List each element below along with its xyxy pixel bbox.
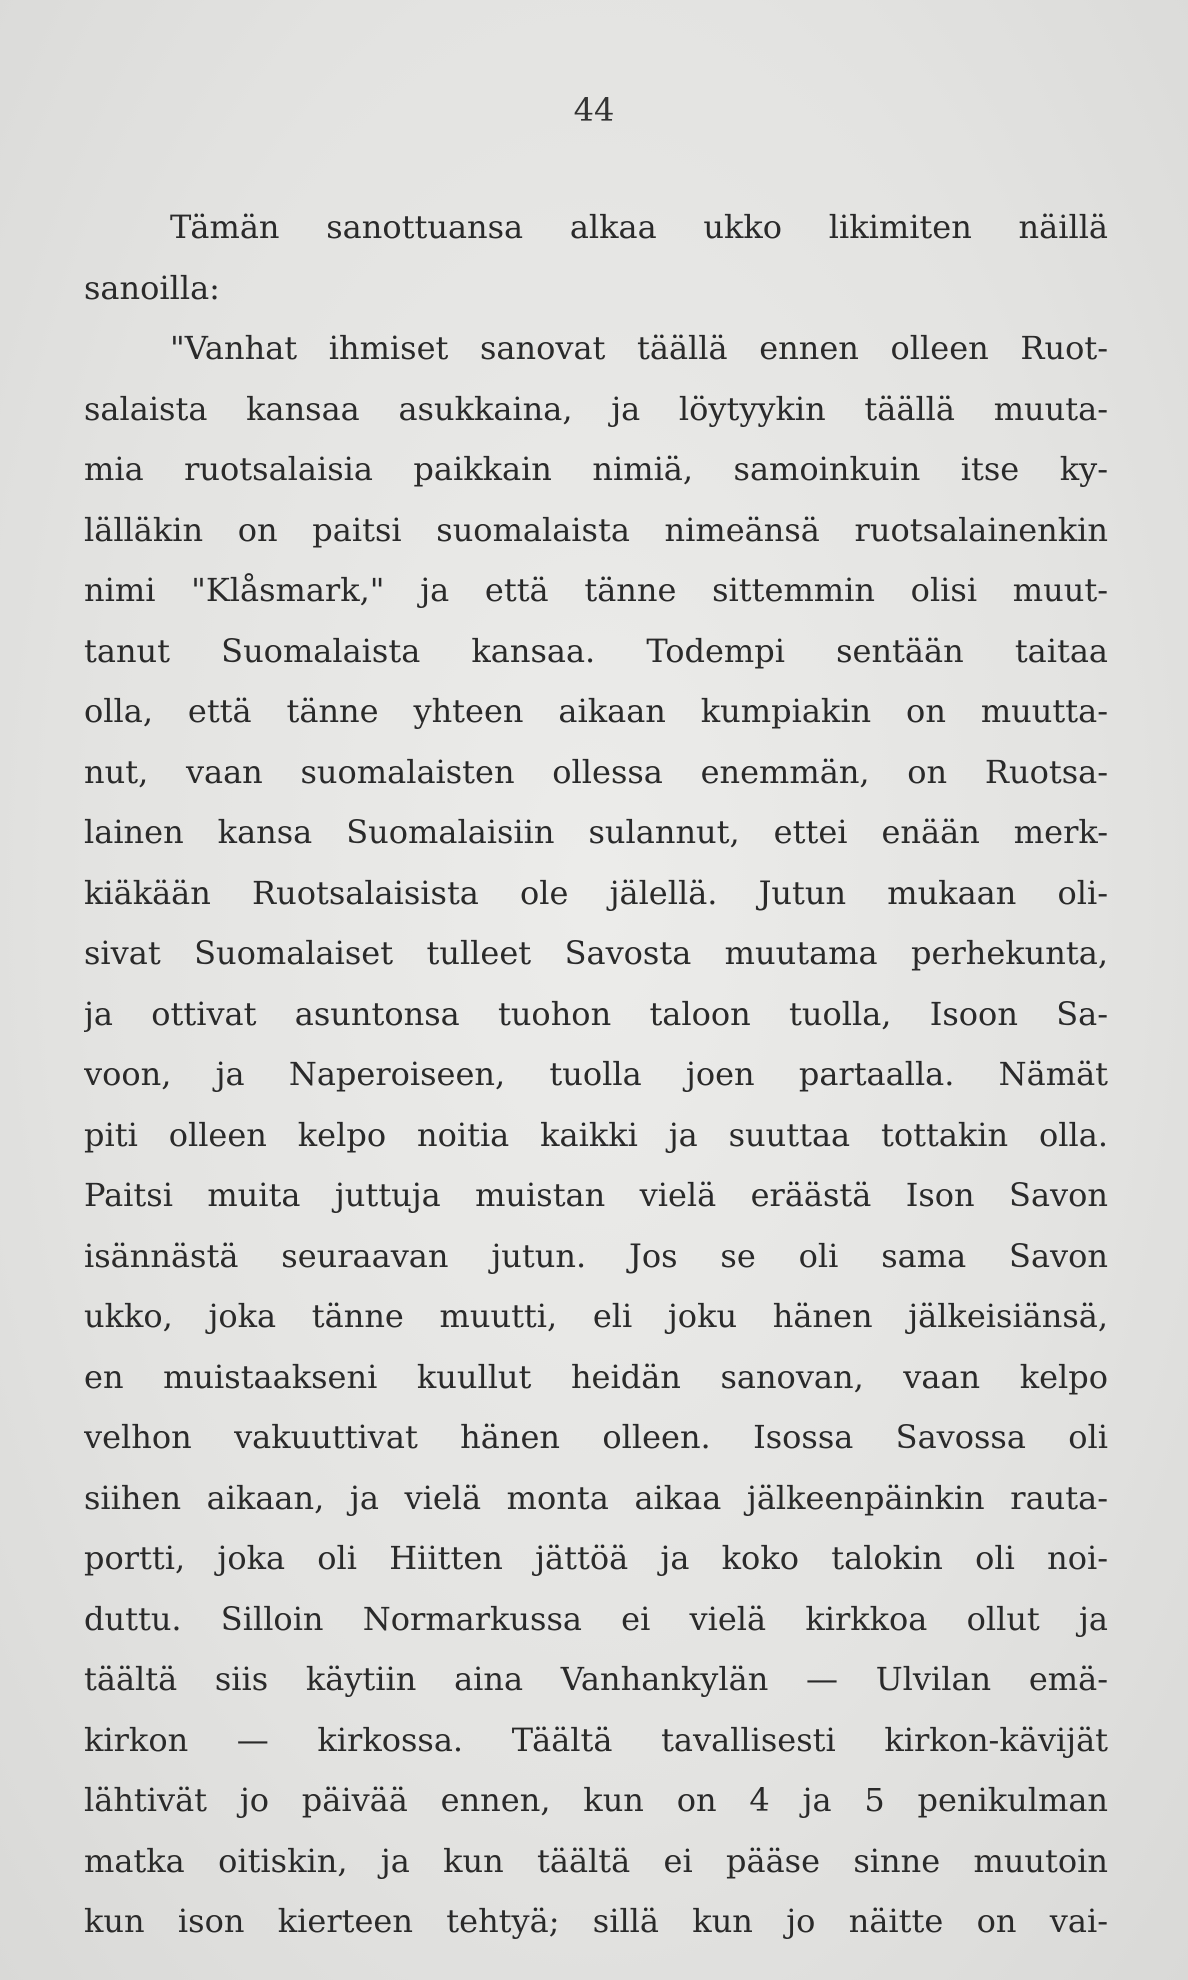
text-line: velhon vakuuttivat hänen olleen. Isossa Savossa oli [84, 1418, 1108, 1456]
text-line: duttu. Silloin Normarkussa ei vielä kirkkoa ollut ja [84, 1599, 1108, 1638]
text-line: "Vanhat ihmiset sanovat täällä ennen olleen Ruot- [170, 329, 1108, 367]
text-line: nut, vaan suomalaisten ollessa enemmän, on Ruotsa- [84, 752, 1108, 791]
text-line: salaista kansaa asukkaina, ja löytyykin täällä muuta- [84, 389, 1108, 428]
text-line: kun ison kierteen tehtyä; sillä kun jo näitte on vai- [84, 1902, 1108, 1940]
text-line: lähtivät jo päivää ennen, kun on 4 ja 5 penikulman [84, 1781, 1108, 1819]
text-line: isännästä seuraavan jutun. Jos se oli sama Savon [84, 1236, 1108, 1275]
text-line: täältä siis käytiin aina Vanhankylän — Ulvilan emä- [84, 1660, 1108, 1698]
text-line: ja ottivat asuntonsa tuohon taloon tuolla, Isoon Sa- [84, 994, 1108, 1033]
body-text [84, 197, 1108, 1952]
text-line: tanut Suomalaista kansaa. Todempi sentään taitaa [84, 631, 1108, 670]
text-line: kiäkään Ruotsalaisista ole jälellä. Jutun mukaan oli- [84, 873, 1108, 912]
text-line: nimi "Klåsmark," ja että tänne sittemmin olisi muut- [84, 571, 1108, 609]
text-line: sanoilla: [84, 268, 220, 307]
text-line: sivat Suomalaiset tulleet Savosta muutama perhekunta, [84, 934, 1108, 972]
text-line: lainen kansa Suomalaisiin sulannut, ettei enään merk- [84, 813, 1108, 851]
text-line: Paitsi muita juttuja muistan vielä eräästä Ison Savon [84, 1176, 1108, 1214]
text-line: piti olleen kelpo noitia kaikki ja suuttaa tottakin olla. [84, 1115, 1108, 1154]
page-number: 44 [573, 91, 615, 129]
text-line: Tämän sanottuansa alkaa ukko likimiten näillä [170, 208, 1108, 246]
text-line: portti, joka oli Hiitten jättöä ja koko talokin oli noi- [84, 1539, 1108, 1577]
text-line: lälläkin on paitsi suomalaista nimeänsä ruotsalainenkin [84, 510, 1108, 549]
text-line: mia ruotsalaisia paikkain nimiä, samoinkuin itse ky- [84, 450, 1108, 488]
text-line: kirkon — kirkossa. Täältä tavallisesti kirkon-kävijät [84, 1720, 1108, 1759]
text-line: matka oitiskin, ja kun täältä ei pääse sinne muutoin [84, 1841, 1108, 1880]
text-line: en muistaakseni kuullut heidän sanovan, vaan kelpo [84, 1357, 1108, 1396]
text-line: voon, ja Naperoiseen, tuolla joen partaalla. Nämät [84, 1055, 1108, 1093]
text-line: ukko, joka tänne muutti, eli joku hänen jälkeisiänsä, [84, 1297, 1108, 1335]
text-line: siihen aikaan, ja vielä monta aikaa jälkeenpäinkin rauta- [84, 1478, 1108, 1517]
text-line: olla, että tänne yhteen aikaan kumpiakin on muutta- [84, 692, 1108, 730]
